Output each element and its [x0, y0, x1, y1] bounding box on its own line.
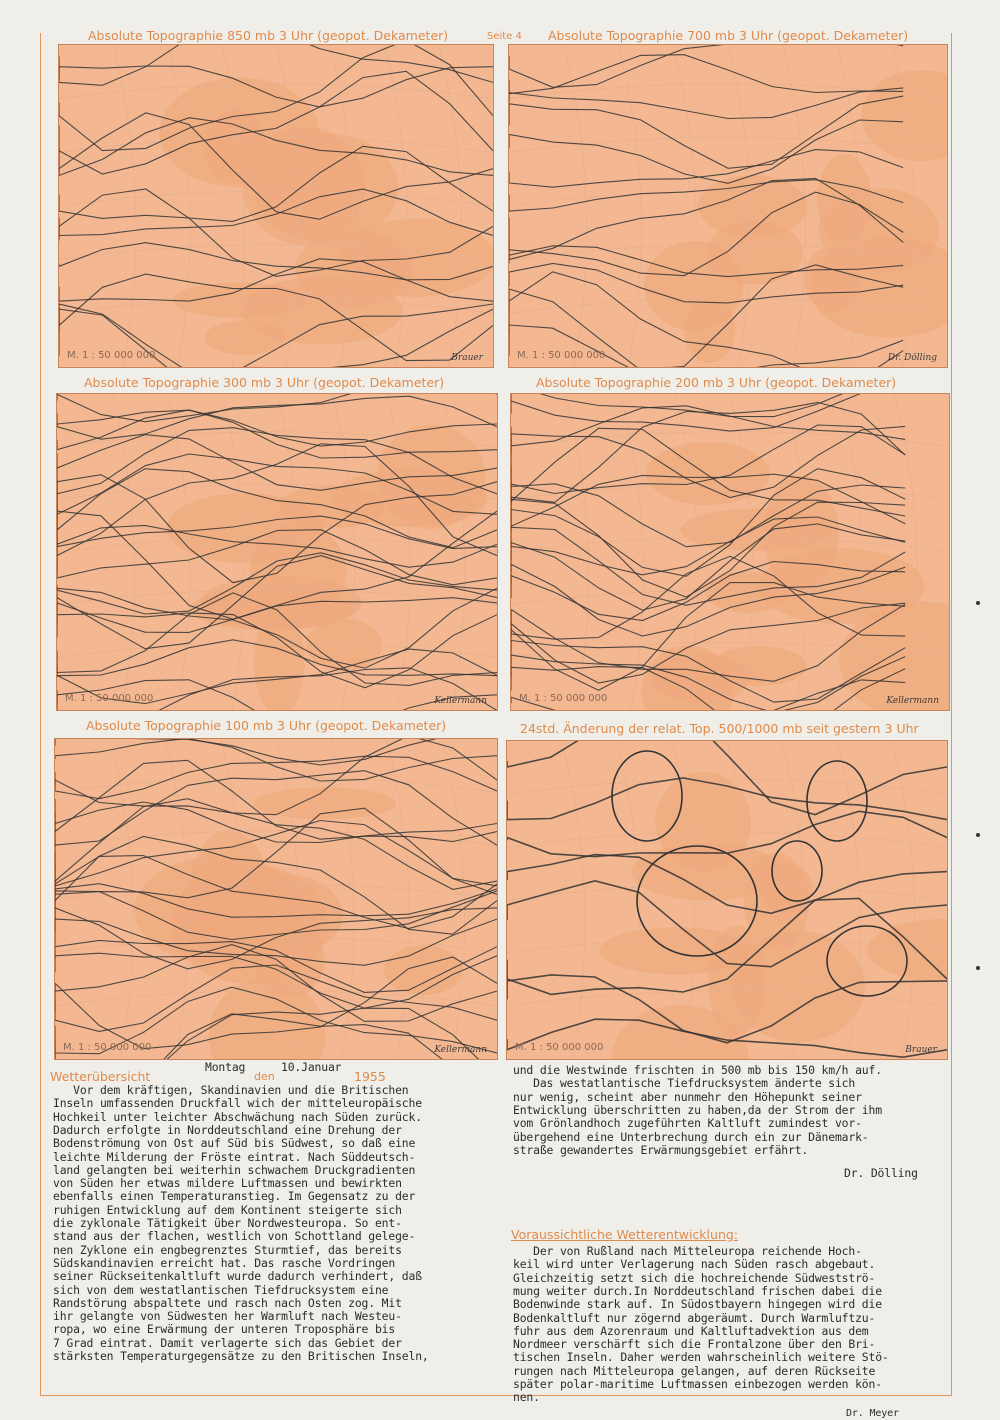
text-line: seiner Rückseitenkaltluft wurde dadurch verhindert, daß [53, 1269, 422, 1284]
text-line: nen Zyklone ein engbegrenztes Sturmtief, das bereits [53, 1242, 402, 1257]
map-author: Dr. Dölling [887, 353, 937, 363]
forecast-heading: Voraussichtliche Wetterentwicklung: [511, 1227, 739, 1242]
map-author: Kellermann [434, 1045, 487, 1055]
contour-chart-700 [509, 45, 947, 367]
text-line: ropa, wo eine Erwärmung der unteren Troposphäre bis [53, 1322, 396, 1337]
map-title-700: Absolute Topographie 700 mb 3 Uhr (geopot. Dekameter) [548, 28, 909, 43]
land-area [295, 231, 414, 307]
land-area [632, 844, 784, 901]
map-300mb [56, 393, 498, 711]
punch-hole [976, 601, 980, 605]
land-area [646, 442, 769, 505]
map-author: Brauer [451, 353, 483, 363]
overview-date: 10.Januar [281, 1060, 342, 1074]
overview-year: 1955 [354, 1069, 386, 1084]
text-line: Bodenkaltluft nur zögernd abgeräumt. Durch Warmluftzu- [513, 1310, 876, 1325]
text-line: Südskandinavien erreicht hat. Das rasche Vordringen [53, 1255, 396, 1270]
map-scale: M. 1 : 50 000 000 [519, 693, 608, 704]
text-line: mung weiter durch.In Norddeutschland frischen dabei die [513, 1283, 882, 1298]
text-line: Nordmeer verschärft sich die Frontalzone über den Bri- [513, 1337, 876, 1352]
map-title-200: Absolute Topographie 200 mb 3 Uhr (geopot. Dekameter) [536, 375, 897, 390]
land-area [384, 945, 463, 995]
page-number: Seite 4 [487, 31, 522, 42]
overview-weekday: Montag [205, 1060, 246, 1074]
text-line: fuhr aus dem Azorenraum und Kaltluftadvektion aus dem [513, 1323, 869, 1338]
text-line: 7 Grad eintrat. Damit verlagerte sich das Gebiet der [53, 1335, 402, 1350]
map-200mb [510, 393, 950, 711]
contour-chart-300 [57, 394, 497, 710]
text-line: stand aus der flachen, westlich von Schottland gelege- [53, 1229, 416, 1244]
map-title-300: Absolute Topographie 300 mb 3 Uhr (geopot. Dekameter) [84, 375, 445, 390]
text-line: nen. [513, 1390, 540, 1405]
contour-chart-100 [55, 739, 497, 1059]
map-title-850: Absolute Topographie 850 mb 3 Uhr (geopot. Dekameter) [88, 28, 449, 43]
map-author: Brauer [905, 1045, 937, 1055]
text-line: Hochkeil unter leichter Abschwächung nach Süden zurück. [53, 1109, 422, 1124]
land-area [652, 654, 749, 704]
punch-hole [976, 833, 980, 837]
text-line: straße gewandertes Erwärmungsgebiet erfährt. [513, 1142, 809, 1157]
land-area [189, 588, 354, 631]
contour-chart-200 [511, 394, 949, 710]
text-line: rungen nach Mitteleuropa gelangen, auf deren Rückseite [513, 1363, 876, 1378]
overview-signature: Dr. Dölling [844, 1166, 918, 1180]
text-line: Inseln umfassenden Druckfall wich der mitteleuropäische [53, 1096, 422, 1111]
text-line: leichte Milderung der Fröste eintrat. Nach Süddeutsch- [53, 1149, 416, 1164]
map-scale: M. 1 : 50 000 000 [67, 350, 156, 361]
map-24h-change [506, 740, 948, 1060]
overview-heading: Wetterübersicht [50, 1069, 151, 1084]
land-area [159, 78, 319, 188]
text-line: Entwicklung überschritten zu haben,da der Strom der ihm [513, 1102, 882, 1117]
map-700mb [508, 44, 948, 368]
text-line: und die Westwinde frischten in 500 mb bis 150 km/h auf. [513, 1063, 882, 1077]
punch-hole [976, 966, 980, 970]
text-line: sich von dem westatlantischen Tiefdrucksystem eine [53, 1282, 389, 1297]
text-line: stärksten Temperaturgegensätze zu den Britischen Inseln, [53, 1349, 429, 1363]
forecast-signature: Dr. Meyer [846, 1408, 899, 1419]
text-line: keil wird unter Verlagerung nach Süden rasch abgebaut. [513, 1257, 876, 1272]
overview-den: den [254, 1070, 275, 1083]
contour-chart-850 [59, 45, 493, 367]
text-line: Gleichzeitig setzt sich die hochreichende Südwestströ- [513, 1270, 876, 1285]
text-line: ruhigen Entwicklung auf dem Kontinent steigerte sich [53, 1202, 402, 1217]
text-line: vom Grönlandhoch zugeführten Kaltluft zumindest vor- [513, 1116, 862, 1131]
text-line: Vor dem kräftigen, Skandinavien und die Britischen [53, 1083, 409, 1097]
text-line: nur wenig, scheint aber nunmehr den Höhepunkt seiner [513, 1089, 862, 1104]
map-scale: M. 1 : 50 000 000 [63, 1042, 152, 1053]
land-area [732, 931, 865, 1042]
map-scale: M. 1 : 50 000 000 [515, 1042, 604, 1053]
map-author: Kellermann [434, 696, 487, 706]
text-line: Bodenwinde stark auf. In Südostbayern hingegen wird die [513, 1297, 882, 1312]
text-line: Randstörung abspaltete und rasch nach Osten zog. Mit [53, 1295, 402, 1310]
map-title-change: 24std. Änderung der relat. Top. 500/1000 mb seit gestern 3 Uhr [520, 721, 919, 736]
text-line: übergehend eine Unterbrechung durch ein zur Dänemark- [513, 1129, 869, 1144]
land-area [817, 154, 871, 244]
text-line: Das westatlantische Tiefdrucksystem änderte sich [513, 1076, 856, 1091]
map-850mb [58, 44, 494, 368]
contour-chart-change [507, 741, 947, 1059]
map-title-100: Absolute Topographie 100 mb 3 Uhr (geopot. Dekameter) [86, 718, 447, 733]
map-scale: M. 1 : 50 000 000 [65, 693, 154, 704]
text-line: später polar-maritime Luftmassen einbezogen werden kön- [513, 1377, 882, 1391]
land-area [377, 424, 485, 528]
text-line: land gelangten bei weiterhin schwachem Druckgradienten [53, 1162, 416, 1177]
text-line: von Süden her etwas mildere Luftmassen und bewirkten [53, 1176, 402, 1191]
text-line: ebenfalls einen Temperaturanstieg. Im Gegensatz zu der [53, 1189, 416, 1204]
text-line: Der von Rußland nach Mitteleuropa reichende Hoch- [513, 1244, 862, 1258]
map-author: Kellermann [886, 696, 939, 706]
text-line: Bodenströmung von Ost auf Süd bis Südwest, so daß eine [53, 1136, 416, 1151]
text-line: tischen Inseln. Daher werden wahrscheinlich weitere Stö- [513, 1350, 889, 1365]
text-line: ihr gelangte von Südwesten her Warmluft nach Westeu- [53, 1309, 402, 1324]
text-line: Dadurch erfolgte in Norddeutschland eine Drehung der [53, 1122, 402, 1137]
map-100mb [54, 738, 498, 1060]
map-scale: M. 1 : 50 000 000 [517, 350, 606, 361]
text-line: die zyklonale Tätigkeit über Nordwesteuropa. So ent- [53, 1216, 402, 1230]
